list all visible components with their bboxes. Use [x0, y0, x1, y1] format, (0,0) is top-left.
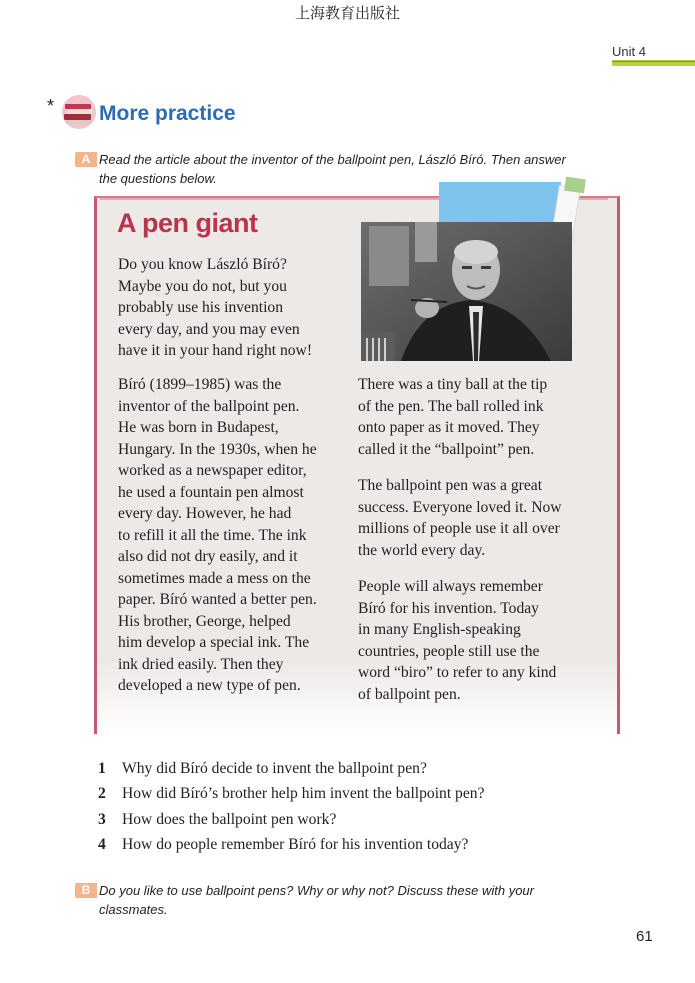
question-item	[98, 832, 485, 857]
text-line: to refill it all the time. The ink	[118, 526, 307, 544]
text-line: Hungary. In the 1930s, when he	[118, 440, 317, 458]
question-text: How did Bíró’s brother help him invent the ballpoint pen?	[122, 785, 485, 803]
question-text: How do people remember Bíró for his invention today?	[122, 835, 469, 853]
text-line: Bíró (1899–1985) was the	[118, 376, 282, 393]
biro-photo	[361, 222, 572, 361]
text-line: paper. Bíró wanted a better pen.	[118, 591, 317, 608]
question-text: Why did Bíró decide to invent the ballpoint pen?	[122, 760, 427, 777]
sticky-note-blue	[439, 182, 561, 222]
question-item	[98, 807, 485, 832]
text-line: probably use his invention	[118, 299, 284, 316]
article-column-1	[118, 374, 317, 697]
text-line: in many English-speaking	[358, 621, 521, 638]
text-line: There was a tiny ball at the tip	[358, 376, 548, 393]
text-line: millions of people use it all over	[358, 520, 560, 537]
text-line: also did not dry easily, and it	[118, 548, 298, 565]
unit-rule	[612, 61, 695, 62]
text-line: the world every day.	[358, 541, 486, 559]
text-line: developed a new type of pen.	[118, 677, 301, 694]
article-column-2-para-2	[358, 475, 562, 561]
text-line: of the pen. The ball rolled ink	[358, 397, 544, 415]
text-line: ink dried easily. Then they	[118, 655, 284, 673]
question-list	[98, 756, 485, 857]
article-column-2-para-1	[358, 374, 547, 460]
text-line: success. Everyone loved it. Now	[358, 498, 562, 516]
text-line: People will always remember	[358, 578, 543, 595]
task-b-instruction	[99, 881, 534, 919]
text-line: Bíró for his invention. Today	[358, 599, 539, 617]
text-line: Do you know László Bíró?	[118, 256, 287, 273]
question-item	[98, 781, 485, 806]
task-b-badge: B	[75, 883, 97, 898]
text-line: countries, people still use the	[358, 642, 540, 660]
article-column-2-para-3	[358, 576, 556, 705]
instruction-line: Do you like to use ballpoint pens? Why or why not? Discuss these with your	[99, 883, 534, 898]
question-text: How does the ballpoint pen work?	[122, 810, 337, 828]
text-line: every day, and you may even	[118, 320, 300, 338]
article-intro	[118, 254, 312, 362]
text-line: inventor of the ballpoint pen.	[118, 397, 300, 415]
text-line: The ballpoint pen was a great	[358, 477, 543, 494]
text-line: have it in your hand right now!	[118, 342, 313, 359]
text-line: of ballpoint pen.	[358, 685, 461, 703]
text-line: His brother, George, helped	[118, 612, 291, 630]
sticky-note-green	[564, 177, 586, 194]
question-number: 1	[98, 760, 106, 777]
text-line: onto paper as it moved. They	[358, 419, 540, 436]
text-line: He was born in Budapest,	[118, 419, 279, 436]
text-line: every day. However, he had	[118, 505, 292, 522]
text-line: called it the “ballpoint” pen.	[358, 440, 535, 458]
question-number: 3	[98, 810, 106, 828]
text-line: word “biro” to refer to any kind	[358, 664, 557, 681]
instruction-line: the questions below.	[99, 171, 217, 186]
instruction-line: classmates.	[99, 902, 168, 917]
text-line: worked as a newspaper editor,	[118, 462, 307, 479]
text-line: sometimes made a mess on the	[118, 569, 311, 587]
text-line: Maybe you do not, but you	[118, 277, 287, 295]
text-line: he used a fountain pen almost	[118, 483, 304, 501]
article-title: A pen giant	[117, 208, 258, 238]
text-line: him develop a special ink. The	[118, 634, 310, 651]
question-number: 4	[98, 835, 106, 853]
task-a-badge: A	[75, 152, 97, 167]
publisher-header: 上海教育出版社	[294, 4, 400, 22]
page-number: 61	[636, 928, 653, 945]
unit-label: Unit 4	[612, 44, 646, 59]
section-title: More practice	[99, 102, 236, 125]
question-item	[98, 756, 485, 781]
optional-star: *	[47, 96, 55, 116]
instruction-line: Read the article about the inventor of the ballpoint pen, László Bíró. Then answer	[99, 152, 566, 167]
question-number: 2	[98, 785, 106, 803]
books-icon	[59, 94, 99, 130]
